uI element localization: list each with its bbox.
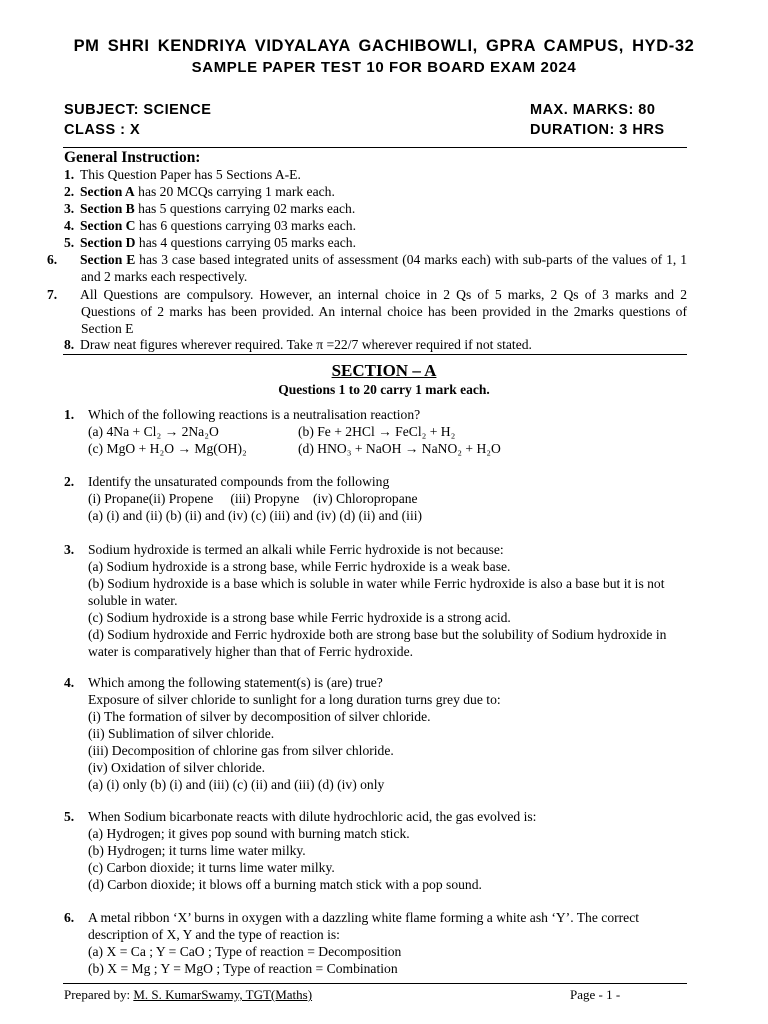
option-a: (a) Sodium hydroxide is a strong base, while Ferric hydroxide is a weak base. [88,559,511,574]
instruction-section: Section D [80,235,136,250]
instruction-text: has 4 questions carrying 05 marks each. [135,235,356,250]
question-number: 5. [64,809,75,824]
option-a: (a) X = Ca ; Y = CaO ; Type of reaction = Decomposition [88,944,402,959]
compound-list: (i) Propane(ii) Propene (iii) Propyne (iv) Chloropropane [88,491,418,506]
class-label: CLASS : X [64,122,141,138]
option-c: (c) Carbon dioxide; it turns lime water milky. [88,860,335,875]
header-divider [63,147,687,148]
instruction-item [47,252,687,286]
instruction-text: Draw neat figures wherever required. Take π =22/7 wherever required if not stated. [80,337,532,352]
question-number: 3. [64,542,75,557]
option-a: (a) Hydrogen; it gives pop sound with burning match stick. [88,826,410,841]
question-text: When Sodium bicarbonate reacts with dilute hydrochloric acid, the gas evolved is: [88,809,537,824]
question-6 [64,909,688,977]
instruction-section: Section A [80,184,135,199]
answer-options: (a) (i) only (b) (i) and (iii) (c) (ii) and (iii) (d) (iv) only [88,777,385,792]
instructions-divider [63,354,687,355]
footer-divider [63,983,687,984]
option-c: (c) Sodium hydroxide is a strong base while Ferric hydroxide is a strong acid. [88,610,511,625]
question-2 [64,473,688,524]
instructions-title: General Instruction: [64,149,201,166]
instruction-text: This Question Paper has 5 Sections A-E. [80,167,301,182]
instruction-item [64,218,687,235]
option-d: (d) HNO₃ + NaOH → NaNO₂ + H₂O [298,441,501,456]
option-b: (b) Hydrogen; it turns lime water milky. [88,843,306,858]
section-title: SECTION – A [331,361,437,380]
question-number: 1. [64,407,75,422]
question-text: Which of the following reactions is a neutralisation reaction? [88,407,421,422]
instruction-text: has 5 questions carrying 02 marks each. [134,201,356,216]
statement-ii: (ii) Sublimation of silver chloride. [88,726,275,741]
instruction-number: 5. [64,235,75,250]
school-name: PM SHRI KENDRIYA VIDYALAYA GACHIBOWLI, GPRA CAMPUS, HYD-32 [73,37,695,55]
instruction-number: 4. [64,218,75,233]
instruction-section: Section C [80,218,136,233]
statement-iv: (iv) Oxidation of silver chloride. [88,760,266,775]
instruction-section: Section E [80,252,136,267]
question-number: 4. [64,675,75,690]
author-name: M. S. KumarSwamy, TGT(Maths) [133,987,313,1002]
instruction-text: All Questions are compulsory. However, an internal choice in 2 Qs of 5 marks, 2 Qs of 3 marks and 2 Questions of 2 marks has been provided. An internal choice has been provided in the 2marks questions of Section E [80,287,687,336]
instruction-text: has 3 case based integrated units of assessment (04 marks each) with sub-parts of the values of 1, 1 and 2 marks each respectively. [81,252,687,284]
question-5 [64,808,688,893]
option-b: (b) Fe + 2HCl → FeCl₂ + H₂ [298,424,456,439]
instruction-text: has 20 MCQs carrying 1 mark each. [134,184,335,199]
prepared-by [64,987,312,1003]
option-d: (d) Carbon dioxide; it blows off a burning match stick with a pop sound. [88,877,482,892]
question-text: A metal ribbon ‘X’ burns in oxygen with a dazzling white flame forming a white ash ‘Y’. The correct description of X, Y and the type of reaction is: [88,910,640,942]
option-b: (b) X = Mg ; Y = MgO ; Type of reaction = Combination [88,961,398,976]
option-d: (d) Sodium hydroxide and Ferric hydroxide both are strong base but the solubility of Sodium hydroxide in water is comparatively higher than that of Ferric hydroxide. [88,627,667,659]
paper-title: SAMPLE PAPER TEST 10 FOR BOARD EXAM 2024 [191,59,577,76]
question-text: Identify the unsaturated compounds from the following [88,474,390,489]
instruction-item [64,235,687,252]
prepared-label: Prepared by: [64,987,134,1002]
question-3 [64,541,688,660]
duration-label: DURATION: 3 HRS [530,122,665,138]
instruction-text: has 6 questions carrying 03 marks each. [135,218,356,233]
instruction-item [64,337,687,354]
statement-iii: (iii) Decomposition of chlorine gas from silver chloride. [88,743,394,758]
option-a: (a) 4Na + Cl₂ → 2Na₂O [88,424,219,439]
question-4 [64,674,688,793]
question-1 [64,406,688,457]
question-number: 2. [64,474,75,489]
instruction-number: 8. [64,337,75,352]
question-number: 6. [64,910,75,925]
statement-i: (i) The formation of silver by decomposition of silver chloride. [88,709,431,724]
page-number: Page - 1 - [570,987,621,1002]
instruction-number: 3. [64,201,75,216]
subject-label: SUBJECT: SCIENCE [64,102,212,118]
instruction-item [64,201,687,218]
option-b: (b) Sodium hydroxide is a base which is soluble in water while Ferric hydroxide is also a base but it is not soluble in water. [88,576,665,608]
max-marks-label: MAX. MARKS: 80 [530,102,656,118]
instruction-number: 7. [47,287,58,302]
instruction-number: 2. [64,184,75,199]
question-text: Sodium hydroxide is termed an alkali while Ferric hydroxide is not because: [88,542,504,557]
instruction-item [64,184,687,201]
question-text: Which among the following statement(s) is (are) true? [88,675,383,690]
section-subtitle: Questions 1 to 20 carry 1 mark each. [278,382,490,397]
answer-options: (a) (i) and (ii) (b) (ii) and (iv) (c) (iii) and (iv) (d) (ii) and (iii) [88,508,423,523]
instruction-item [64,167,687,184]
question-context: Exposure of silver chloride to sunlight for a long duration turns grey due to: [88,692,501,707]
instruction-number: 6. [47,252,58,267]
instruction-number: 1. [64,167,75,182]
option-c: (c) MgO + H₂O → Mg(OH)₂ [88,441,247,456]
instruction-item [47,287,687,337]
instruction-section: Section B [80,201,135,216]
